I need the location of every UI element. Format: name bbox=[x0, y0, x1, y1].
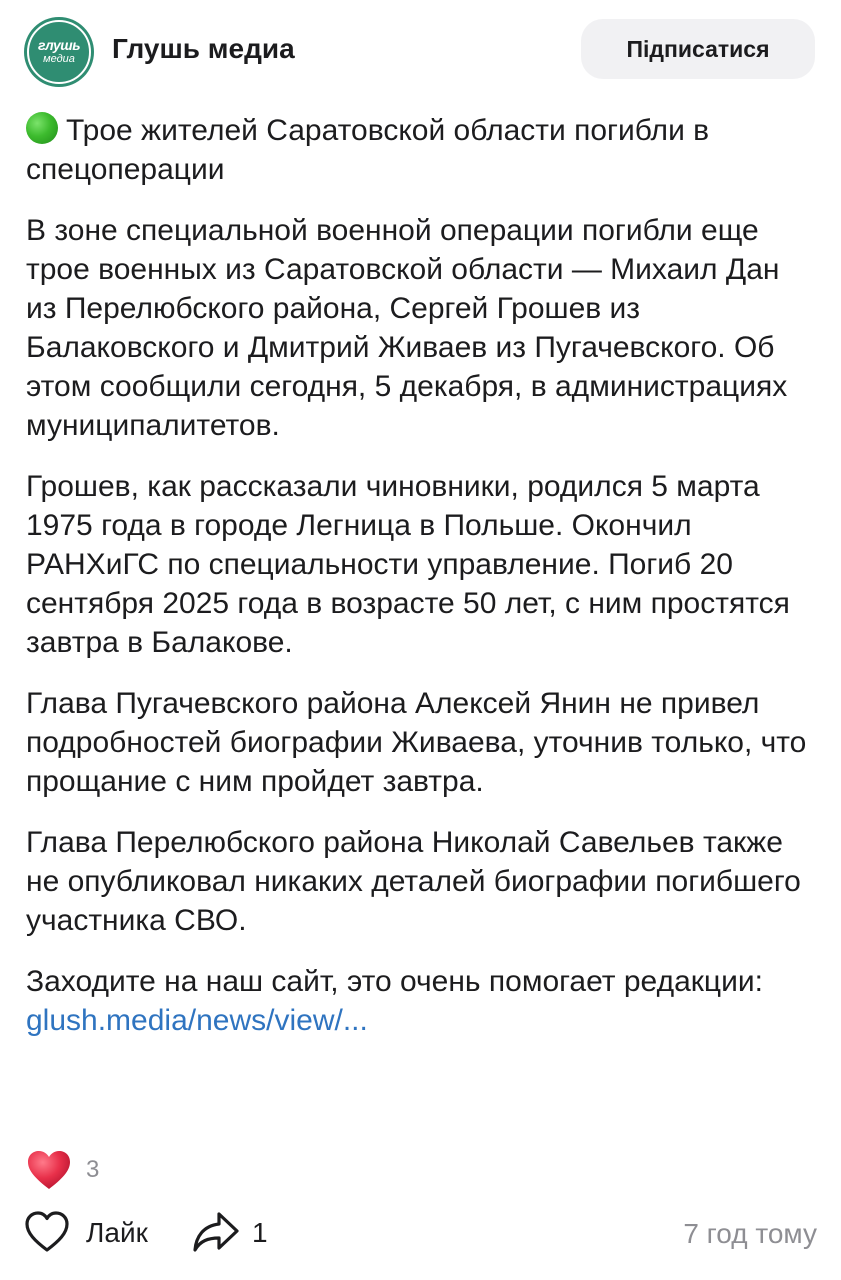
post-paragraph-1: В зоне специальной военной операции погибли еще трое военных из Саратовской области — Михаил Дан из Перелюбского района, Сергей Грошев из Балаковского и Дмитрий Живаев из Пугачевского. Об этом сообщили сегодня, 5 декабря, в администрациях муниципалитетов. bbox=[26, 214, 788, 442]
post-header bbox=[0, 0, 841, 100]
like-button-label[interactable]: Лайк bbox=[86, 1217, 148, 1248]
heart-outline-icon[interactable] bbox=[24, 1210, 70, 1254]
heart-count: 3 bbox=[86, 1156, 100, 1183]
post-title bbox=[26, 111, 816, 189]
share-arrow-icon[interactable] bbox=[192, 1210, 240, 1254]
reaction-heart[interactable] bbox=[26, 1148, 99, 1192]
post-title-text: Трое жителей Саратовской области погибли в спецоперации bbox=[26, 114, 710, 186]
post-paragraph-2: Грошев, как рассказали чиновники, родился 5 марта 1975 года в городе Легница в Польше. Окончил РАНХиГС по специальности управление. Погиб 20 сентября 2025 года в возрасте 50 лет, с ним простятся завтра в Балакове. bbox=[26, 470, 790, 659]
green-circle-icon bbox=[26, 112, 58, 144]
post-timestamp: 7 год тому bbox=[683, 1218, 817, 1249]
post-paragraph-3: Глава Пугачевского района Алексей Янин не привел подробностей биографии Живаева, уточнив только, что прощание с ним пройдет завтра. bbox=[26, 687, 807, 798]
post-body bbox=[26, 111, 816, 1062]
post-link[interactable]: glush.media/news/view/... bbox=[26, 1004, 368, 1037]
subscribe-button[interactable]: Підписатися bbox=[581, 19, 815, 79]
heart-reaction-icon bbox=[26, 1149, 72, 1191]
post-footer-text: Заходите на наш сайт, это очень помогает редакции: bbox=[26, 965, 763, 998]
avatar-logo-bottom: медиа bbox=[43, 53, 75, 65]
channel-name[interactable]: Глушь медиа bbox=[112, 33, 295, 64]
avatar-logo-top: глушь bbox=[37, 37, 81, 53]
post-paragraph-4: Глава Перелюбского района Николай Савельев также не опубликовал никаких деталей биографии погибшего участника СВО. bbox=[26, 826, 801, 937]
post-actions bbox=[0, 1200, 841, 1266]
post-footer bbox=[26, 962, 816, 1040]
channel-avatar[interactable] bbox=[24, 17, 94, 87]
share-count: 1 bbox=[252, 1217, 268, 1248]
